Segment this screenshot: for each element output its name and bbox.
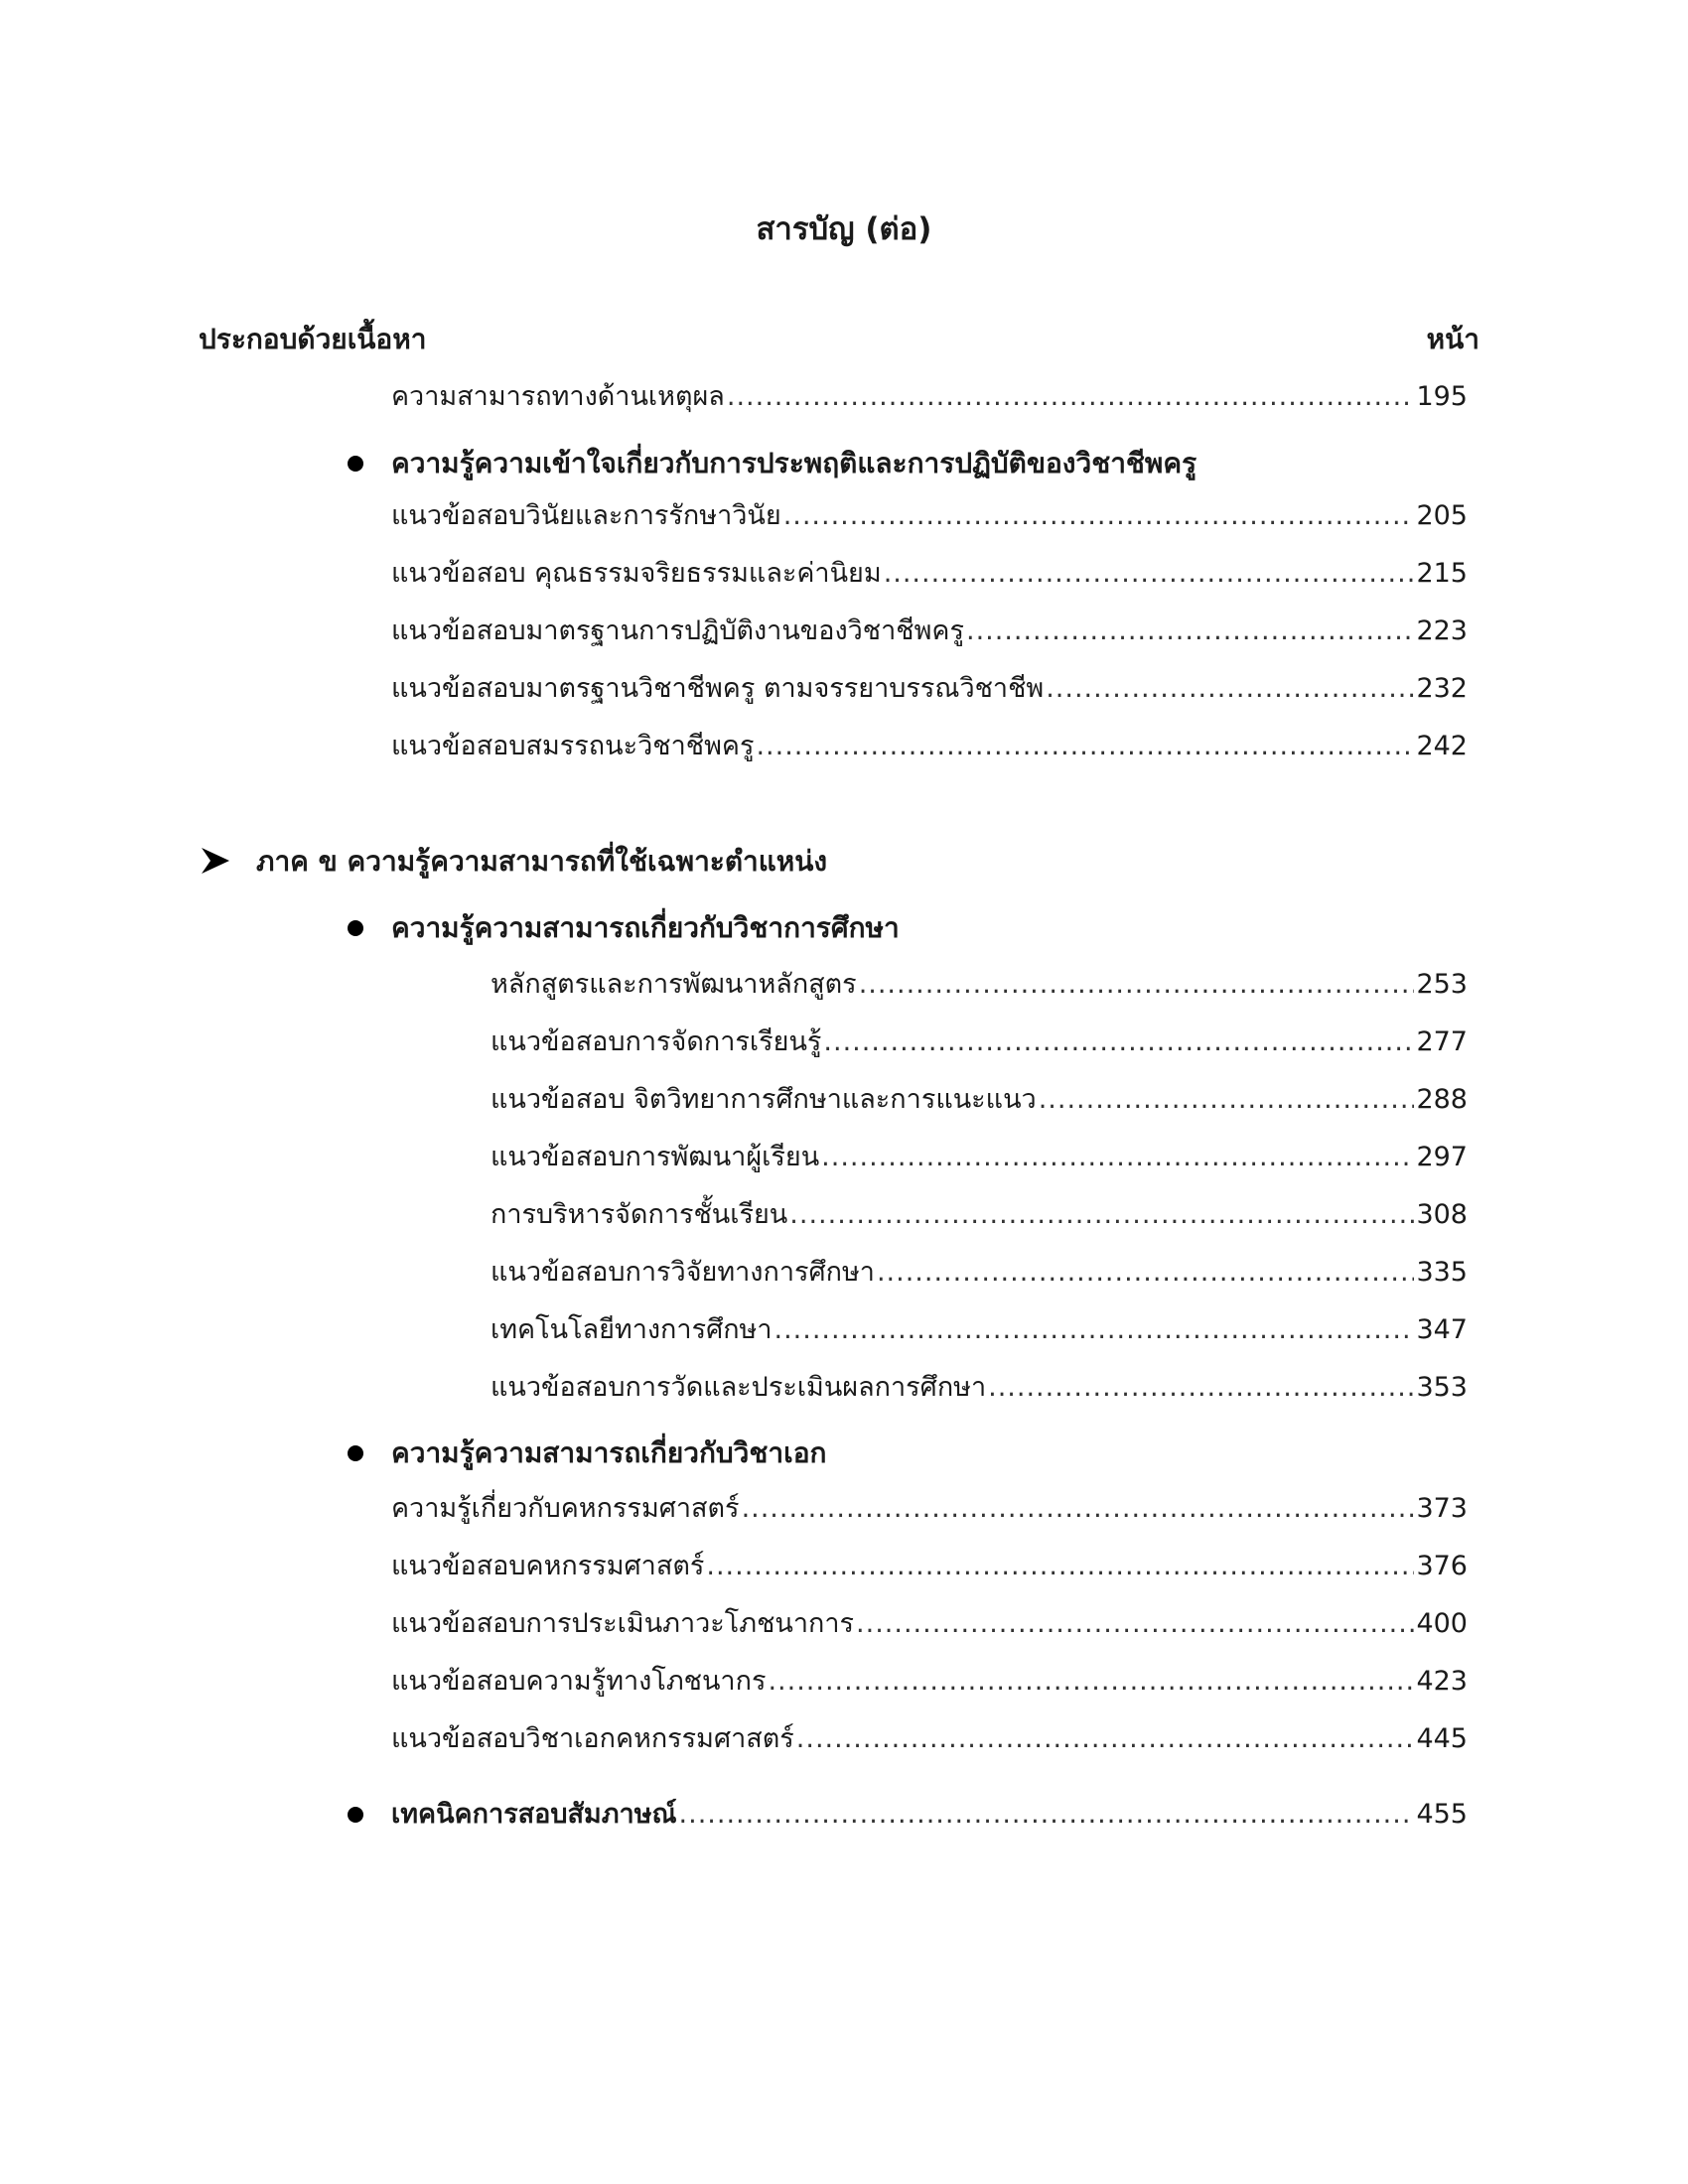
- dot-leader: [727, 377, 1415, 417]
- toc-entry-label: แนวข้อสอบคหกรรมศาสตร์: [391, 1551, 705, 1581]
- toc-entry-label: แนวข้อสอบการวิจัยทางการศึกษา: [491, 1257, 875, 1288]
- part-heading: ภาค ข ความรู้ความสามารถที่ใช้เฉพาะตำแหน่ง: [256, 845, 828, 878]
- toc-entry-label: แนวข้อสอบการพัฒนาผู้เรียน: [491, 1142, 820, 1172]
- toc-entry[interactable]: [491, 1253, 1468, 1293]
- bullet-icon: [348, 1445, 363, 1461]
- toc-entry-page: 347: [1416, 1314, 1468, 1345]
- toc-entry-page: 376: [1416, 1551, 1468, 1581]
- dot-leader: [742, 1489, 1415, 1529]
- toc-entry-page: 445: [1416, 1723, 1468, 1754]
- dot-leader: [966, 612, 1414, 651]
- dot-leader: [706, 1547, 1414, 1586]
- toc-entry[interactable]: [391, 1604, 1468, 1644]
- toc-entry-label: แนวข้อสอบวิชาเอกคหกรรมศาสตร์: [391, 1723, 794, 1754]
- toc-entry-page: 277: [1416, 1026, 1468, 1057]
- toc-entry[interactable]: [491, 1368, 1468, 1408]
- toc-entry[interactable]: [391, 1719, 1468, 1759]
- page-column-header: หน้า: [1426, 323, 1479, 355]
- toc-entry-page: 455: [1416, 1799, 1468, 1830]
- toc-entry-label: แนวข้อสอบการจัดการเรียนรู้: [491, 1026, 822, 1057]
- toc-entry-page: 400: [1416, 1608, 1468, 1639]
- toc-entry[interactable]: [391, 727, 1468, 766]
- toc-entry-page: 288: [1416, 1084, 1468, 1115]
- toc-entry[interactable]: [391, 1795, 1468, 1835]
- arrow-bullet-icon: [199, 844, 232, 878]
- toc-entry[interactable]: [391, 669, 1468, 709]
- toc-entry-page: 253: [1416, 969, 1468, 1000]
- toc-entry-label: แนวข้อสอบการประเมินภาวะโภชนาการ: [391, 1608, 855, 1639]
- toc-entry-page: 223: [1416, 615, 1468, 646]
- dot-leader: [1039, 1080, 1415, 1120]
- page-title: สารบัญ (ต่อ): [756, 211, 932, 247]
- toc-entry-label: แนวข้อสอบวินัยและการรักษาวินัย: [391, 500, 781, 531]
- dot-leader: [988, 1368, 1414, 1408]
- dot-leader: [856, 1604, 1414, 1644]
- toc-entry-label: แนวข้อสอบสมรรถนะวิชาชีพครู: [391, 731, 755, 761]
- section-heading: ความรู้ความเข้าใจเกี่ยวกับการประพฤติและการปฏิบัติของวิชาชีพครู: [391, 447, 1197, 479]
- toc-entry-page: 205: [1416, 500, 1468, 531]
- toc-entry[interactable]: [491, 965, 1468, 1005]
- toc-entry-label: ความสามารถทางด้านเหตุผล: [391, 381, 725, 412]
- dot-leader: [679, 1795, 1415, 1835]
- dot-leader: [774, 1310, 1415, 1350]
- section-heading: ความรู้ความสามารถเกี่ยวกับวิชาการศึกษา: [391, 911, 900, 944]
- toc-entry-label: เทคนิคการสอบสัมภาษณ์: [391, 1799, 677, 1830]
- toc-entry-label: แนวข้อสอบมาตรฐานการปฏิบัติงานของวิชาชีพครู: [391, 615, 964, 646]
- toc-entry-page: 353: [1416, 1372, 1468, 1403]
- toc-entry[interactable]: [491, 1023, 1468, 1062]
- dot-leader: [756, 727, 1414, 766]
- toc-entry-page: 335: [1416, 1257, 1468, 1288]
- toc-entry[interactable]: [391, 554, 1468, 594]
- toc-entry-page: 423: [1416, 1666, 1468, 1697]
- toc-entry-page: 308: [1416, 1199, 1468, 1230]
- toc-entry[interactable]: [491, 1080, 1468, 1120]
- toc-entry[interactable]: [491, 1138, 1468, 1177]
- bullet-icon: [348, 456, 363, 472]
- dot-leader: [796, 1719, 1415, 1759]
- dot-leader: [821, 1138, 1414, 1177]
- bullet-icon: [348, 1807, 363, 1823]
- dot-leader: [783, 496, 1415, 536]
- toc-entry-page: 195: [1416, 381, 1468, 412]
- toc-entry[interactable]: [391, 496, 1468, 536]
- toc-entry-label: การบริหารจัดการชั้นเรียน: [491, 1199, 788, 1230]
- toc-entry-label: แนวข้อสอบการวัดและประเมินผลการศึกษา: [491, 1372, 987, 1403]
- toc-entry[interactable]: [391, 612, 1468, 651]
- toc-entry-label: แนวข้อสอบ คุณธรรมจริยธรรมและค่านิยม: [391, 558, 882, 589]
- dot-leader: [877, 1253, 1415, 1293]
- toc-entry-label: หลักสูตรและการพัฒนาหลักสูตร: [491, 969, 857, 1000]
- toc-entry-label: แนวข้อสอบ จิตวิทยาการศึกษาและการแนะแนว: [491, 1084, 1037, 1115]
- toc-entry[interactable]: [491, 1195, 1468, 1235]
- toc-entry-page: 232: [1416, 673, 1468, 704]
- toc-entry-page: 373: [1416, 1493, 1468, 1524]
- toc-entry-label: เทคโนโลยีทางการศึกษา: [491, 1314, 773, 1345]
- toc-entry[interactable]: [391, 1547, 1468, 1586]
- dot-leader: [789, 1195, 1414, 1235]
- toc-entry-page: 215: [1416, 558, 1468, 589]
- section-heading: ความรู้ความสามารถเกี่ยวกับวิชาเอก: [391, 1436, 827, 1469]
- toc-entry[interactable]: [391, 1662, 1468, 1702]
- dot-leader: [1046, 669, 1414, 709]
- toc-entry-label: ความรู้เกี่ยวกับคหกรรมศาสตร์: [391, 1493, 740, 1524]
- toc-entry[interactable]: [391, 1489, 1468, 1529]
- toc-entry[interactable]: [491, 1310, 1468, 1350]
- toc-entry-label: แนวข้อสอบความรู้ทางโภชนากร: [391, 1666, 767, 1697]
- toc-entry-page: 297: [1416, 1142, 1468, 1172]
- toc-entry-page: 242: [1416, 731, 1468, 761]
- toc-entry[interactable]: [391, 377, 1468, 417]
- toc-entry-label: แนวข้อสอบมาตรฐานวิชาชีพครู ตามจรรยาบรรณวิชาชีพ: [391, 673, 1045, 704]
- bullet-icon: [348, 920, 363, 936]
- dot-leader: [859, 965, 1415, 1005]
- dot-leader: [768, 1662, 1414, 1702]
- contents-header: ประกอบด้วยเนื้อหา: [199, 323, 427, 355]
- dot-leader: [823, 1023, 1414, 1062]
- dot-leader: [884, 554, 1415, 594]
